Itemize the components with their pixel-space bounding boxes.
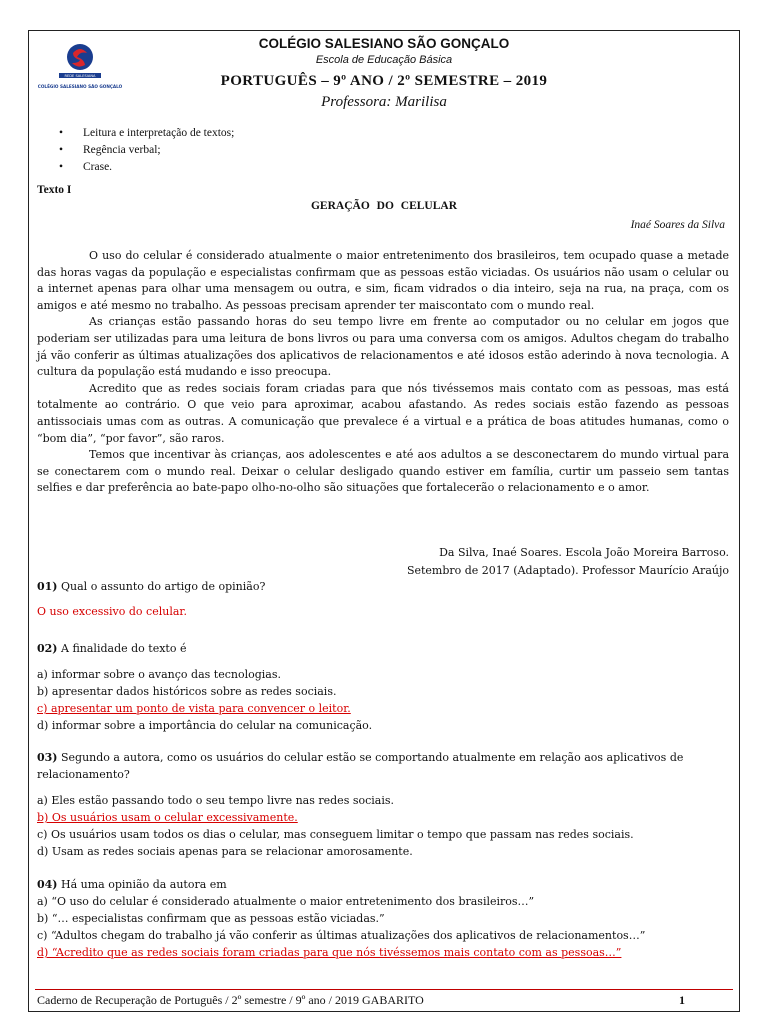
- question-2: [37, 640, 729, 734]
- question-number: 02): [37, 642, 58, 655]
- question-number: 03): [37, 751, 58, 764]
- footer-divider: [35, 989, 733, 990]
- article-body: [37, 248, 729, 497]
- option-b-correct: b) Os usuários usam o celular excessivamente.: [37, 811, 298, 824]
- article-paragraph: Acredito que as redes sociais foram criadas para que nós tivéssemos mais contato com as pessoas, mas está totalmente ao contrário. O que veio para aproximar, acabou afastando. As redes sociais estão fazendo as pessoas antissociais umas com as outras. A comunicação que prevalece é a virtual e a prática de boas atitudes humanas, como o “bom dia”, “por favor”, são raros.: [37, 381, 729, 445]
- question-1: [37, 578, 729, 620]
- option-d-correct: d) “Acredito que as redes sociais foram criadas para que nós tivéssemos mais contato com as pessoas…”: [37, 946, 622, 959]
- option-d: d) informar sobre a importância do celular na comunicação.: [37, 719, 373, 732]
- question-text: Segundo a autora, como os usuários do celular estão se comportando atualmente em relação aos aplicativos de relacionamento?: [37, 751, 684, 781]
- question-4: [37, 876, 729, 961]
- article-paragraph: Temos que incentivar às crianças, aos adolescentes e até aos adultos a se desconectarem do mundo virtual para se conectarem com o mundo real. Deixar o celular desligado quando estiver em família, curtir um passeio sem tantas selfies e dar preferência ao bate-papo olho-no-olho são situações que fortalecerão o relacionamento e o amor.: [37, 448, 729, 495]
- option-a: a) informar sobre o avanço das tecnologias.: [37, 668, 281, 681]
- teacher-name: Professora: Marilisa: [321, 94, 447, 110]
- article-paragraph: As crianças estão passando horas do seu tempo livre em frente ao computador ou no celular em jogos que poderiam ser utilizadas para uma leitura de bons livros ou para uma conversa com os amigos. Adultos chegam do trabalho já vão conferir as últimas atualizações dos aplicativos de relacionamentos e até idosos estão aderindo à nova tecnologia. A cultura da população está mudando e isso preocupa.: [37, 315, 729, 379]
- svg-text:REDE SALESIANA: REDE SALESIANA: [64, 74, 96, 78]
- text-label: Texto I: [37, 184, 72, 196]
- page-footer: [37, 993, 729, 1008]
- question-number: 04): [37, 878, 58, 891]
- option-c: c) Os usuários usam todos os dias o celular, mas conseguem limitar o tempo que passam nas redes sociais.: [37, 828, 634, 841]
- source-line: Setembro de 2017 (Adaptado). Professor Maurício Araújo: [406, 563, 729, 577]
- page-number: 1: [679, 993, 685, 1007]
- source-line: Da Silva, Inaé Soares. Escola João Moreira Barroso.: [439, 546, 729, 559]
- article-paragraph: O uso do celular é considerado atualmente o maior entretenimento dos brasileiros, tem ocupado quase a metade das horas vagas da população e especialistas confirmam que as pessoas estão viciadas. Os usuários não usam o celular ou a internet apenas para olhar uma mensagem ou outra, e sim, ficam vidrados o dia inteiro, seja na rua, na praça, com os amigos e até mesmo no trabalho. As pessoas precisam aprender ter maiscontato com o mundo real.: [37, 249, 729, 312]
- option-c-correct: c) apresentar um ponto de vista para convencer o leitor.: [37, 702, 351, 715]
- option-b: b) “… especialistas confirmam que as pessoas estão viciadas.”: [37, 912, 385, 925]
- option-b: b) apresentar dados históricos sobre as redes sociais.: [37, 685, 337, 698]
- question-3: [37, 749, 729, 860]
- question-text: Há uma opinião da autora em: [57, 878, 227, 891]
- question-text: A finalidade do texto é: [57, 642, 187, 655]
- article-title: GERAÇÃO DO CELULAR: [310, 200, 457, 212]
- topic-item: • Regência verbal;: [59, 142, 234, 159]
- question-number: 01): [37, 580, 58, 593]
- option-c: c) “Adultos chegam do trabalho já vão conferir as últimas atualizações dos aplicativos de relacionamentos…”: [37, 929, 646, 942]
- option-a: a) “O uso do celular é considerado atualmente o maior entretenimento dos brasileiros…”: [37, 895, 535, 908]
- article-source: [407, 544, 729, 579]
- svg-text:COLÉGIO SALESIANO SÃO GONÇALO: COLÉGIO SALESIANO SÃO GONÇALO: [37, 84, 123, 89]
- course-title: PORTUGUÊS – 9º ANO / 2º SEMESTRE – 2019: [220, 73, 548, 89]
- option-d: d) Usam as redes sociais apenas para se relacionar amorosamente.: [37, 845, 413, 858]
- school-name: COLÉGIO SALESIANO SÃO GONÇALO: [258, 36, 510, 51]
- article-author: Inaé Soares da Silva: [630, 219, 725, 231]
- topics-list: [59, 125, 234, 176]
- school-subtitle: Escola de Educação Básica: [315, 54, 453, 66]
- answer-text: O uso excessivo do celular.: [37, 605, 187, 618]
- option-a: a) Eles estão passando todo o seu tempo livre nas redes sociais.: [37, 794, 394, 807]
- worksheet-page: [28, 30, 740, 1012]
- footer-text: Caderno de Recuperação de Português / 2º semestre / 9º ano / 2019 GABARITO: [37, 993, 424, 1007]
- question-text: Qual o assunto do artigo de opinião?: [57, 580, 266, 593]
- topic-item: • Crase.: [59, 159, 234, 176]
- topic-item: • Leitura e interpretação de textos;: [59, 125, 234, 142]
